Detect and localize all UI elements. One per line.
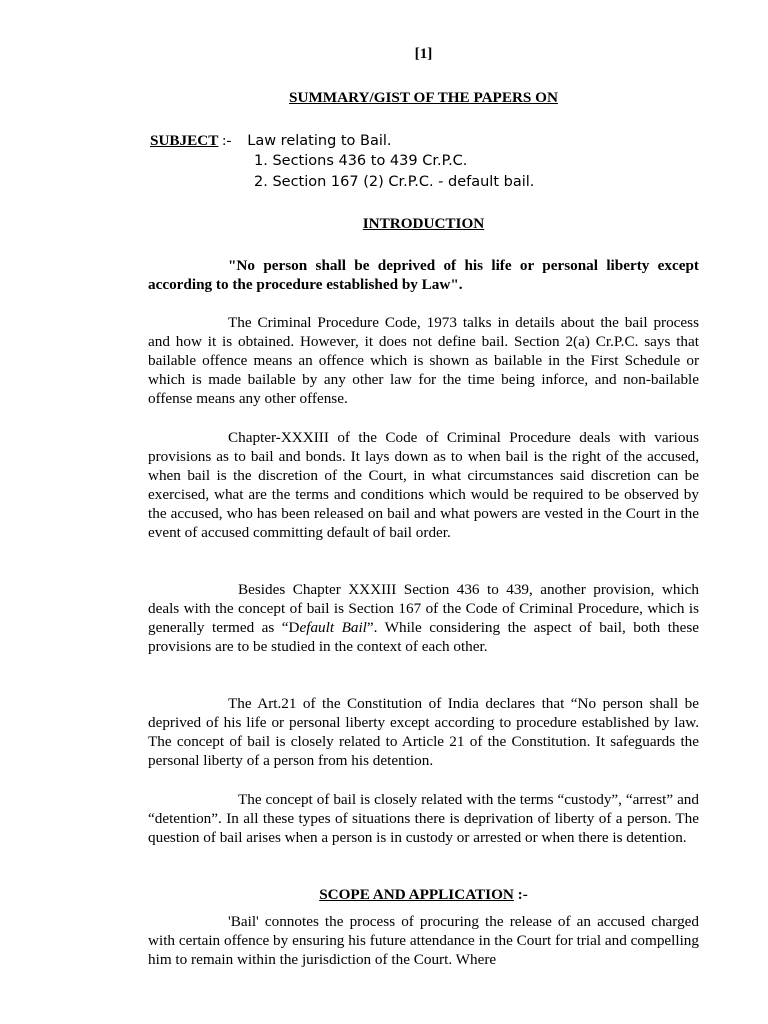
scope-separator: :- — [517, 886, 528, 903]
intro-quote: "No person shall be deprived of his life or personal liberty except according to the procedure established by Law". — [148, 257, 699, 293]
subject-row — [150, 131, 392, 151]
subject-label: SUBJECT — [150, 132, 219, 149]
intro-paragraph-1: The Criminal Procedure Code, 1973 talks in details about the bail process and how it is obtained. However, it does not define bail. Section 2(a) Cr.P.C. says that bailable offence means an offence which is shown as bailable in the First Schedule or which is made bailable by any other law for the time being inforce, and non-bailable offense means any other offense. — [148, 314, 699, 407]
subject-line-2: 1. Sections 436 to 439 Cr.P.C. — [254, 153, 468, 169]
introduction-heading: INTRODUCTION — [362, 215, 485, 232]
subject-line-3: 2. Section 167 (2) Cr.P.C. - default bail. — [254, 174, 535, 190]
subject-line-1: Law relating to Bail. — [247, 133, 392, 149]
intro-paragraph-5: The concept of bail is closely related with the terms “custody”, “arrest” and “detention”. In all these types of situations there is deprivation of liberty of a person. The question of bail arises when a person is in custody or arrested or when there is detention. — [148, 791, 699, 846]
default-bail-italic: efault Bail — [299, 619, 367, 636]
subject-separator: :- — [222, 132, 232, 149]
scope-paragraph-1: 'Bail' connotes the process of procuring the release of an accused charged with certain offence by ensuring his future attendance in the Court for trial and compelling him to remain within the jurisdiction of the Court. Where — [148, 913, 699, 968]
intro-paragraph-3 — [148, 580, 699, 656]
page-number: [1] — [414, 45, 433, 62]
scope-heading: SCOPE AND APPLICATION — [319, 886, 514, 903]
intro-paragraph-4: The Art.21 of the Constitution of India declares that “No person shall be deprived of his life or personal liberty except according to procedure established by law. The concept of bail is closely related to Article 21 of the Constitution. It safeguards the personal liberty of a person from his detention. — [148, 695, 699, 769]
document-title: SUMMARY/GIST OF THE PAPERS ON — [289, 89, 558, 106]
scope-heading-row — [148, 885, 699, 904]
intro-paragraph-2: Chapter-XXXIII of the Code of Criminal Procedure deals with various provisions as to bail and bonds. It lays down as to when bail is the right of the accused, when bail is the discretion of the Court, in what circumstances said discretion can be exercised, what are the terms and conditions which would be required to be observed by the accused, who has been released on bail and what powers are vested in the Court in the event of accused committing default of bail order. — [148, 429, 699, 541]
para3-text-end: ”. While considering the aspect of bail, both these provisions are to be studied in the context of each other. — [148, 619, 699, 655]
para3-text-start: Besides Chapter XXXIII Section 436 to 439, another provision, which deals with the concept of bail is Section 167 of the Code of Criminal Procedure, which is generally termed as “D — [148, 581, 699, 636]
